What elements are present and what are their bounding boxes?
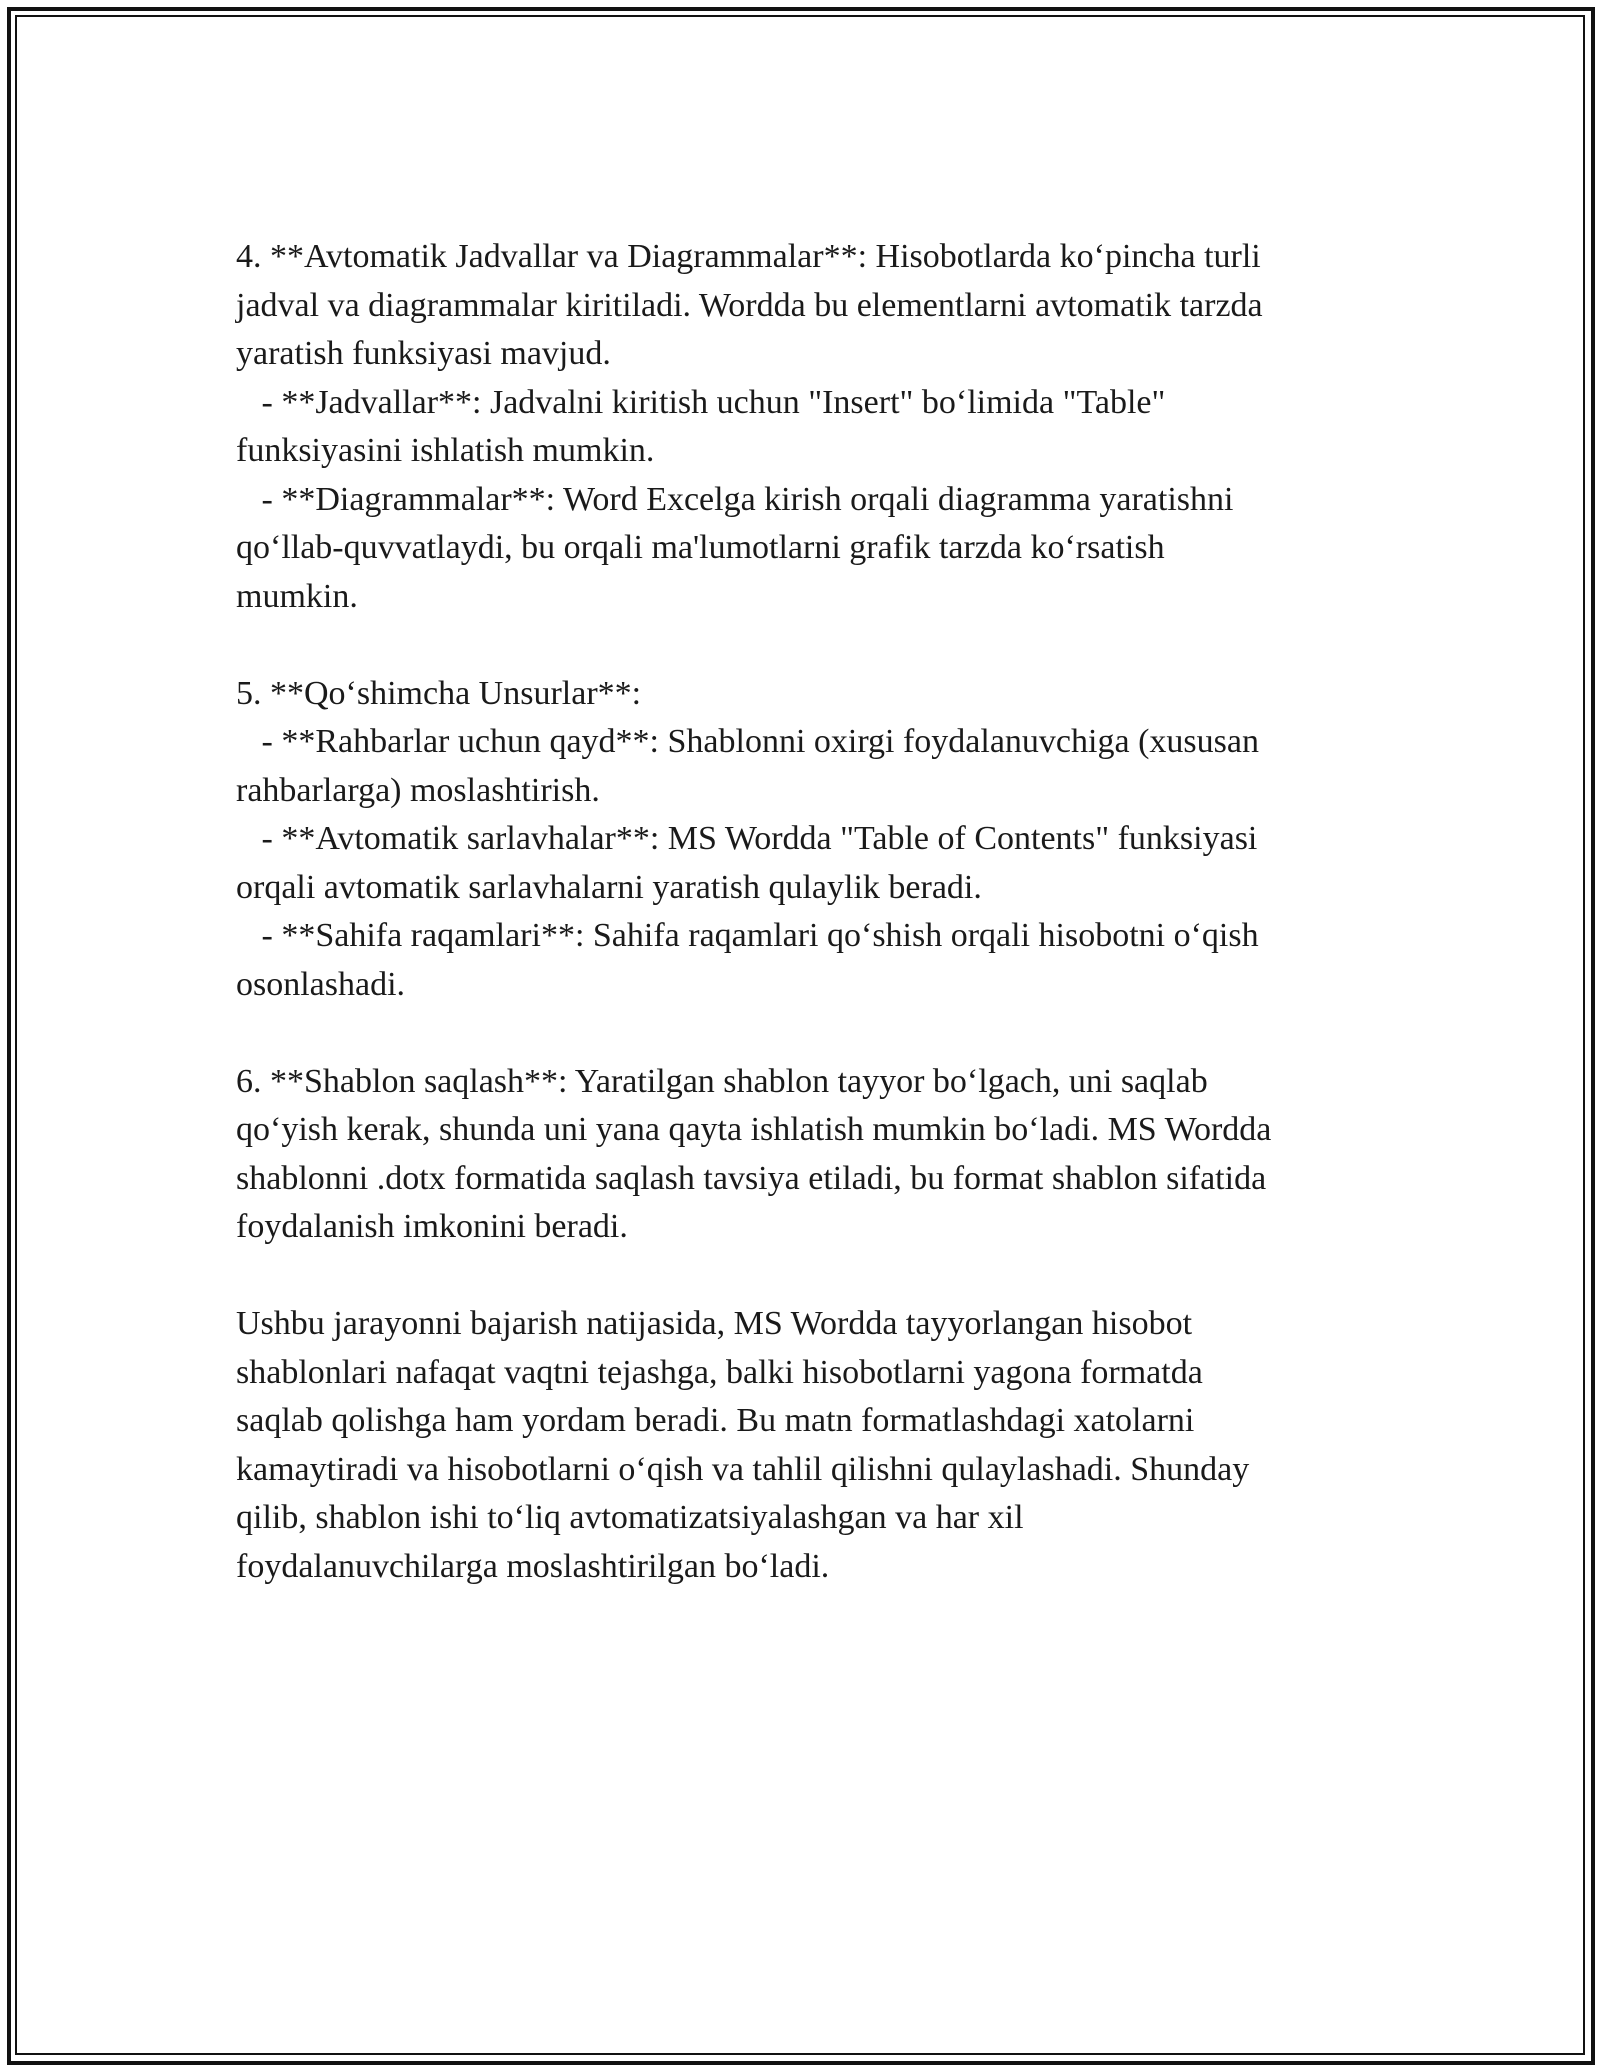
text-line: shablonlari nafaqat vaqtni tejashga, balki hisobotlarni yagona formatda xyxy=(236,1353,1203,1391)
text-line: mumkin. xyxy=(236,577,358,615)
text-line: jadval va diagrammalar kiritiladi. Wordda bu elementlarni avtomatik tarzda xyxy=(236,286,1263,324)
text-line: qo‘yish kerak, shunda uni yana qayta ishlatish mumkin bo‘ladi. MS Wordda xyxy=(236,1111,1272,1148)
section-item-4 xyxy=(236,233,1376,621)
text-line: qilib, shablon ishi to‘liq avtomatizatsiyalashgan va har xil xyxy=(236,1499,1024,1536)
text-line: yaratish funksiyasi mavjud. xyxy=(236,335,611,372)
paragraph-spacer xyxy=(236,621,1376,670)
text-line: - **Rahbarlar uchun qayd**: Shablonni oxirgi foydalanuvchiga (xususan xyxy=(236,723,1259,760)
document-body xyxy=(236,233,1376,1591)
text-line: saqlab qolishga ham yordam beradi. Bu matn formatlashdagi xatolarni xyxy=(236,1402,1195,1439)
text-line: shablonni .dotx formatida saqlash tavsiya etiladi, bu format shablon sifatida xyxy=(236,1159,1267,1197)
text-line: - **Jadvallar**: Jadvalni kiritish uchun "Insert" bo‘limida "Table" xyxy=(236,383,1166,421)
text-line: - **Sahifa raqamlari**: Sahifa raqamlari qo‘shish orqali hisobotni o‘qish xyxy=(236,917,1259,954)
text-line: qo‘llab-quvvatlaydi, bu orqali ma'lumotlarni grafik tarzda ko‘rsatish xyxy=(236,529,1165,566)
text-line: rahbarlarga) moslashtirish. xyxy=(236,771,600,809)
text-line: osonlashadi. xyxy=(236,965,406,1003)
paragraph-spacer xyxy=(236,1252,1376,1301)
section-item-5 xyxy=(236,670,1376,1010)
text-line: foydalanish imkonini beradi. xyxy=(236,1208,628,1245)
text-line: Ushbu jarayonni bajarish natijasida, MS Wordda tayyorlangan hisobot xyxy=(236,1305,1193,1342)
text-line: - **Diagrammalar**: Word Excelga kirish orqali diagramma yaratishni xyxy=(236,480,1234,518)
text-line: kamaytiradi va hisobotlarni o‘qish va tahlil qilishni qulaylashadi. Shunday xyxy=(236,1450,1250,1488)
text-line: - **Avtomatik sarlavhalar**: MS Wordda "Table of Contents" funksiyasi xyxy=(236,820,1258,857)
text-line: orqali avtomatik sarlavhalarni yaratish qulaylik beradi. xyxy=(236,868,982,906)
text-line: funksiyasini ishlatish mumkin. xyxy=(236,432,655,469)
section-item-6 xyxy=(236,1058,1376,1252)
text-line: 4. **Avtomatik Jadvallar va Diagrammalar**: Hisobotlarda ko‘pincha turli xyxy=(236,238,1261,275)
section-conclusion xyxy=(236,1300,1376,1591)
paragraph-spacer xyxy=(236,1009,1376,1058)
text-line: 6. **Shablon saqlash**: Yaratilgan shablon tayyor bo‘lgach, uni saqlab xyxy=(236,1062,1208,1100)
text-line: 5. **Qo‘shimcha Unsurlar**: xyxy=(236,674,642,712)
text-line: foydalanuvchilarga moslashtirilgan bo‘ladi. xyxy=(236,1547,830,1585)
